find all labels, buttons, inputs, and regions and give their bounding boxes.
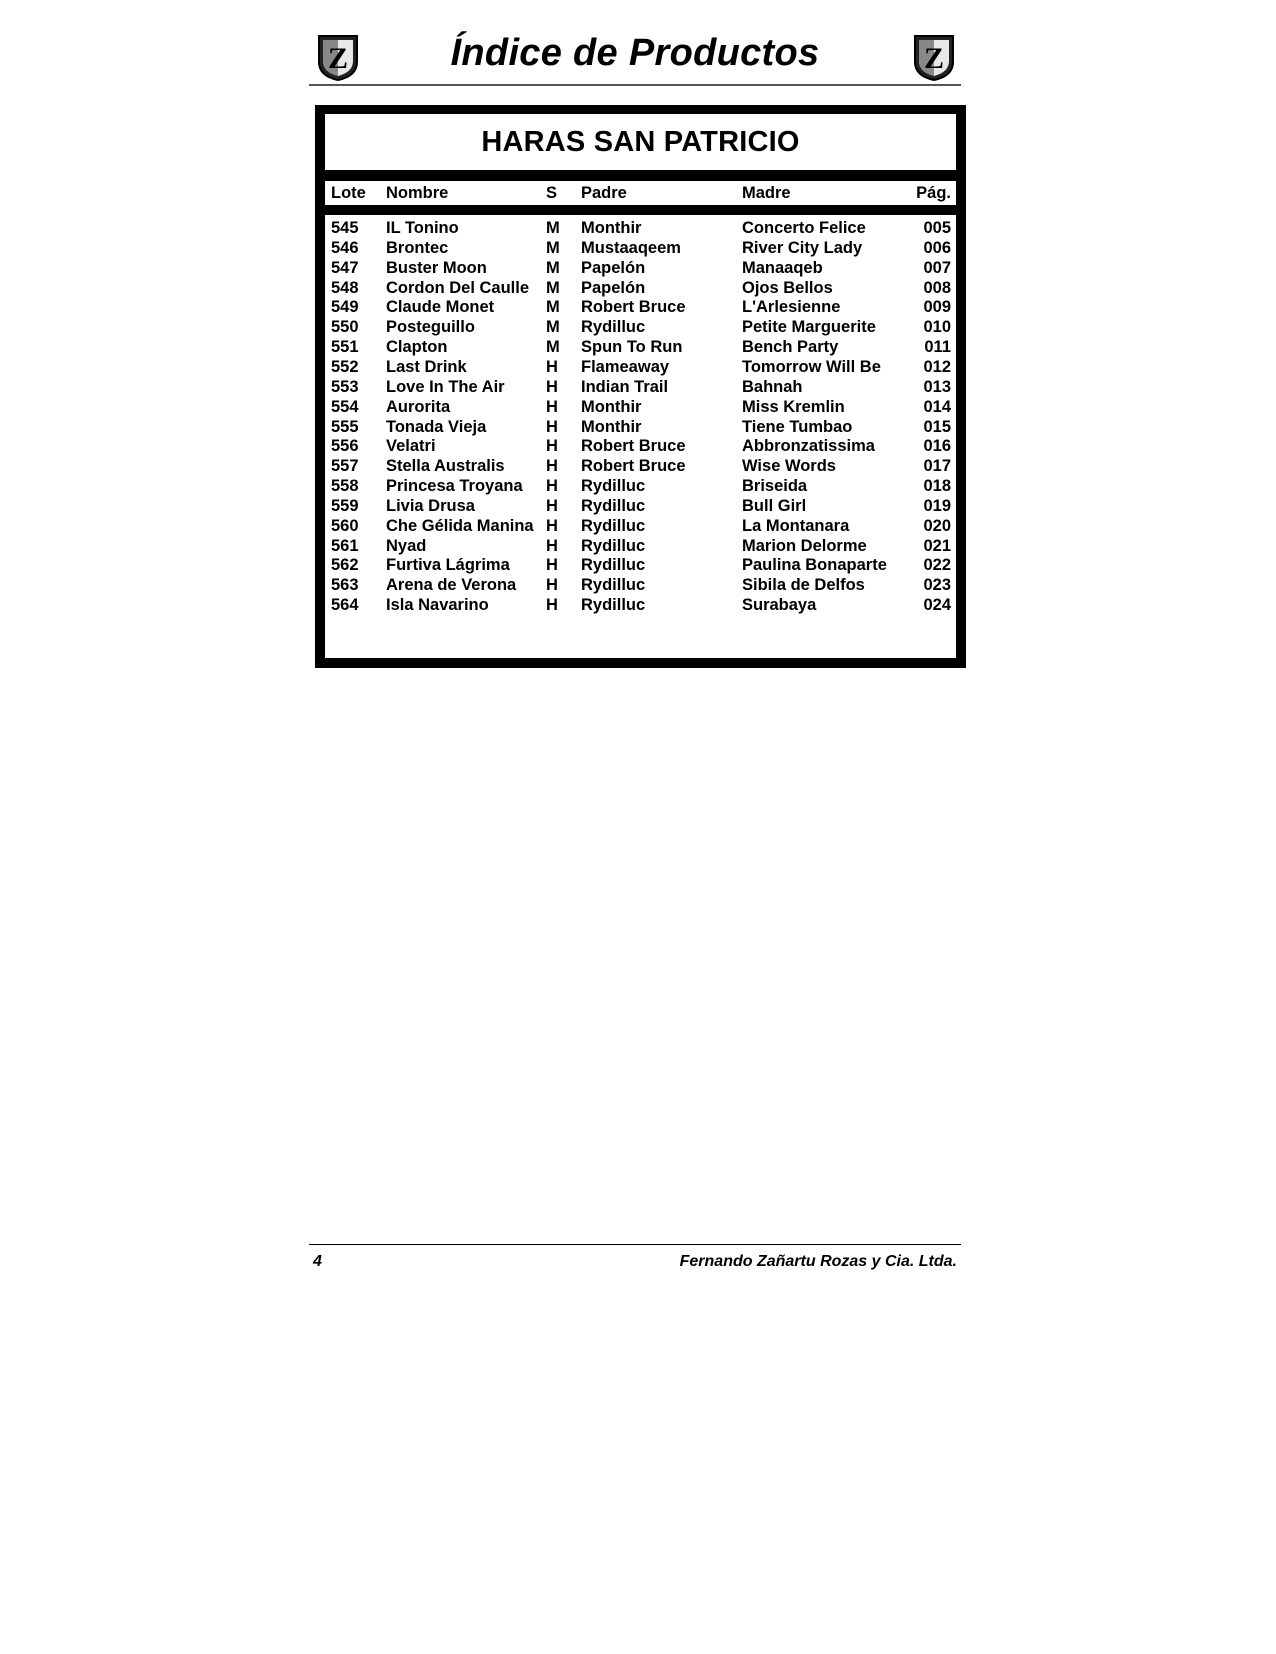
cell-madre: Concerto Felice — [742, 219, 866, 237]
table-row — [325, 496, 956, 516]
cell-madre: Bench Party — [742, 338, 839, 357]
cell-madre: L'Arlesienne — [742, 298, 841, 317]
cell-madre: Marion Delorme — [742, 536, 867, 555]
cell-sexo: M — [546, 278, 560, 297]
page-title: Índice de Productos — [450, 32, 820, 74]
cell-lote: 564 — [331, 596, 359, 615]
cell-pagina: 010 — [923, 318, 951, 337]
cell-padre: Rydilluc — [581, 556, 646, 575]
cell-nombre: Claude Monet — [386, 298, 495, 317]
cell-pagina: 008 — [923, 278, 951, 297]
cell-sexo: H — [546, 457, 558, 476]
cell-pagina: 021 — [923, 536, 951, 555]
cell-sexo: H — [546, 377, 558, 396]
cell-lote: 545 — [331, 219, 359, 237]
table-title-box — [325, 114, 956, 170]
cell-nombre: Buster Moon — [386, 258, 487, 277]
cell-pagina: 019 — [923, 496, 951, 515]
cell-nombre: Arena de Verona — [386, 576, 517, 595]
cell-nombre: Last Drink — [386, 357, 467, 376]
cell-sexo: H — [546, 576, 558, 595]
cell-madre: Briseida — [742, 477, 808, 496]
table-row — [325, 555, 956, 575]
company-logo-right — [911, 32, 957, 82]
cell-sexo: H — [546, 357, 558, 376]
svg-text:Z: Z — [923, 42, 945, 75]
cell-pagina: 007 — [923, 258, 951, 277]
cell-pagina: 018 — [923, 477, 951, 496]
cell-nombre: Che Gélida Manina — [386, 516, 534, 535]
table-row — [325, 536, 956, 556]
cell-lote: 549 — [331, 298, 359, 317]
cell-sexo: M — [546, 238, 560, 257]
cell-sexo: H — [546, 536, 558, 555]
table-body — [325, 215, 956, 658]
cell-padre: Robert Bruce — [581, 298, 686, 317]
product-index-table — [315, 105, 966, 668]
cell-nombre: Nyad — [386, 536, 427, 555]
header-rule — [309, 84, 961, 86]
table-row — [325, 357, 956, 377]
cell-pagina: 024 — [923, 596, 951, 615]
cell-lote: 554 — [331, 397, 359, 416]
table-title: HARAS SAN PATRICIO — [481, 125, 800, 158]
cell-madre: River City Lady — [742, 238, 863, 257]
cell-madre: Tomorrow Will Be — [742, 357, 881, 376]
cell-pagina: 012 — [923, 357, 951, 376]
cell-madre: Miss Kremlin — [742, 397, 845, 416]
table-row — [325, 238, 956, 258]
table-row — [325, 575, 956, 595]
cell-sexo: H — [546, 496, 558, 515]
cell-pagina: 014 — [923, 397, 951, 416]
cell-pagina: 013 — [923, 377, 951, 396]
cell-lote: 557 — [331, 457, 359, 476]
cell-nombre: Love In The Air — [386, 377, 505, 396]
cell-lote: 561 — [331, 536, 359, 555]
cell-padre: Spun To Run — [581, 338, 683, 357]
svg-text:Z: Z — [327, 42, 349, 75]
cell-lote: 559 — [331, 496, 359, 515]
cell-padre: Rydilluc — [581, 496, 646, 515]
cell-pagina: 006 — [923, 238, 951, 257]
table-row — [325, 476, 956, 496]
table-row — [325, 258, 956, 278]
footer-rule — [309, 1244, 961, 1245]
cell-sexo: H — [546, 437, 558, 456]
cell-nombre: Velatri — [386, 437, 436, 456]
cell-lote: 546 — [331, 238, 359, 257]
cell-nombre: Aurorita — [386, 397, 451, 416]
cell-padre: Robert Bruce — [581, 457, 686, 476]
cell-pagina: 015 — [923, 417, 951, 436]
cell-madre: La Montanara — [742, 516, 850, 535]
cell-padre: Rydilluc — [581, 516, 646, 535]
cell-madre: Wise Words — [742, 457, 836, 476]
cell-lote: 560 — [331, 516, 359, 535]
cell-nombre: Clapton — [386, 338, 448, 357]
cell-madre: Ojos Bellos — [742, 278, 833, 297]
cell-pagina: 020 — [923, 516, 951, 535]
table-row — [325, 297, 956, 317]
column-header-pagina: Pág. — [916, 184, 951, 202]
cell-sexo: H — [546, 556, 558, 575]
column-header-nombre: Nombre — [386, 184, 449, 202]
cell-nombre: Tonada Vieja — [386, 417, 487, 436]
cell-sexo: M — [546, 318, 560, 337]
column-header-lote: Lote — [331, 184, 366, 202]
cell-lote: 553 — [331, 377, 359, 396]
cell-nombre: Cordon Del Caulle — [386, 278, 530, 297]
table-row — [325, 516, 956, 536]
cell-padre: Rydilluc — [581, 596, 646, 615]
cell-pagina: 009 — [923, 298, 951, 317]
cell-padre: Indian Trail — [581, 377, 669, 396]
cell-nombre: Brontec — [386, 238, 449, 257]
cell-nombre: Posteguillo — [386, 318, 475, 337]
cell-pagina: 011 — [924, 338, 951, 357]
table-row — [325, 397, 956, 417]
cell-pagina: 016 — [923, 437, 951, 456]
cell-padre: Rydilluc — [581, 536, 646, 555]
cell-padre: Robert Bruce — [581, 437, 686, 456]
table-row — [325, 337, 956, 357]
cell-madre: Sibila de Delfos — [742, 576, 865, 595]
cell-lote: 547 — [331, 258, 359, 277]
cell-nombre: Furtiva Lágrima — [386, 556, 510, 575]
cell-padre: Papelón — [581, 278, 646, 297]
company-name: Fernando Zañartu Rozas y Cia. Ltda. — [679, 1253, 957, 1270]
table-row — [325, 218, 956, 238]
table-row — [325, 278, 956, 298]
cell-madre: Abbronzatissima — [742, 437, 875, 456]
cell-sexo: M — [546, 338, 560, 357]
cell-lote: 555 — [331, 417, 359, 436]
cell-nombre: Isla Navarino — [386, 596, 489, 615]
page-header — [309, 28, 961, 86]
table-row — [325, 417, 956, 437]
column-header-sexo: S — [546, 184, 558, 202]
cell-nombre: Livia Drusa — [386, 496, 475, 515]
cell-pagina: 022 — [923, 556, 951, 575]
cell-madre: Tiene Tumbao — [742, 417, 853, 436]
table-row — [325, 377, 956, 397]
cell-sexo: H — [546, 516, 558, 535]
cell-madre: Bull Girl — [742, 496, 807, 515]
cell-sexo: H — [546, 477, 558, 496]
cell-madre: Petite Marguerite — [742, 318, 876, 337]
table-row — [325, 436, 956, 456]
cell-lote: 551 — [331, 338, 359, 357]
cell-padre: Mustaaqeem — [581, 238, 681, 257]
cell-lote: 548 — [331, 278, 359, 297]
cell-sexo: M — [546, 258, 560, 277]
page-footer — [309, 1244, 961, 1274]
cell-sexo: H — [546, 596, 558, 615]
cell-padre: Rydilluc — [581, 318, 646, 337]
cell-madre: Manaaqeb — [742, 258, 823, 277]
cell-lote: 558 — [331, 477, 359, 496]
cell-nombre: Stella Australis — [386, 457, 505, 476]
cell-padre: Monthir — [581, 219, 642, 237]
cell-padre: Rydilluc — [581, 477, 646, 496]
cell-lote: 552 — [331, 357, 359, 376]
cell-sexo: H — [546, 397, 558, 416]
cell-padre: Flameaway — [581, 357, 670, 376]
cell-madre: Paulina Bonaparte — [742, 556, 887, 575]
table-row — [325, 456, 956, 476]
cell-pagina: 023 — [923, 576, 951, 595]
cell-sexo: M — [546, 298, 560, 317]
cell-lote: 563 — [331, 576, 359, 595]
cell-lote: 550 — [331, 318, 359, 337]
page-number: 4 — [313, 1253, 322, 1270]
cell-lote: 562 — [331, 556, 359, 575]
column-header-padre: Padre — [581, 184, 627, 202]
cell-padre: Rydilluc — [581, 576, 646, 595]
cell-madre: Surabaya — [742, 596, 817, 615]
cell-madre: Bahnah — [742, 377, 803, 396]
cell-lote: 556 — [331, 437, 359, 456]
cell-nombre: IL Tonino — [386, 219, 459, 237]
table-row — [325, 595, 956, 615]
cell-pagina: 017 — [923, 457, 951, 476]
column-header-madre: Madre — [742, 184, 791, 202]
cell-padre: Papelón — [581, 258, 646, 277]
cell-sexo: H — [546, 417, 558, 436]
table-row — [325, 317, 956, 337]
table-header-row — [325, 181, 956, 205]
cell-sexo: M — [546, 219, 560, 237]
cell-pagina: 005 — [923, 219, 951, 237]
cell-padre: Monthir — [581, 417, 642, 436]
cell-padre: Monthir — [581, 397, 642, 416]
cell-nombre: Princesa Troyana — [386, 477, 523, 496]
